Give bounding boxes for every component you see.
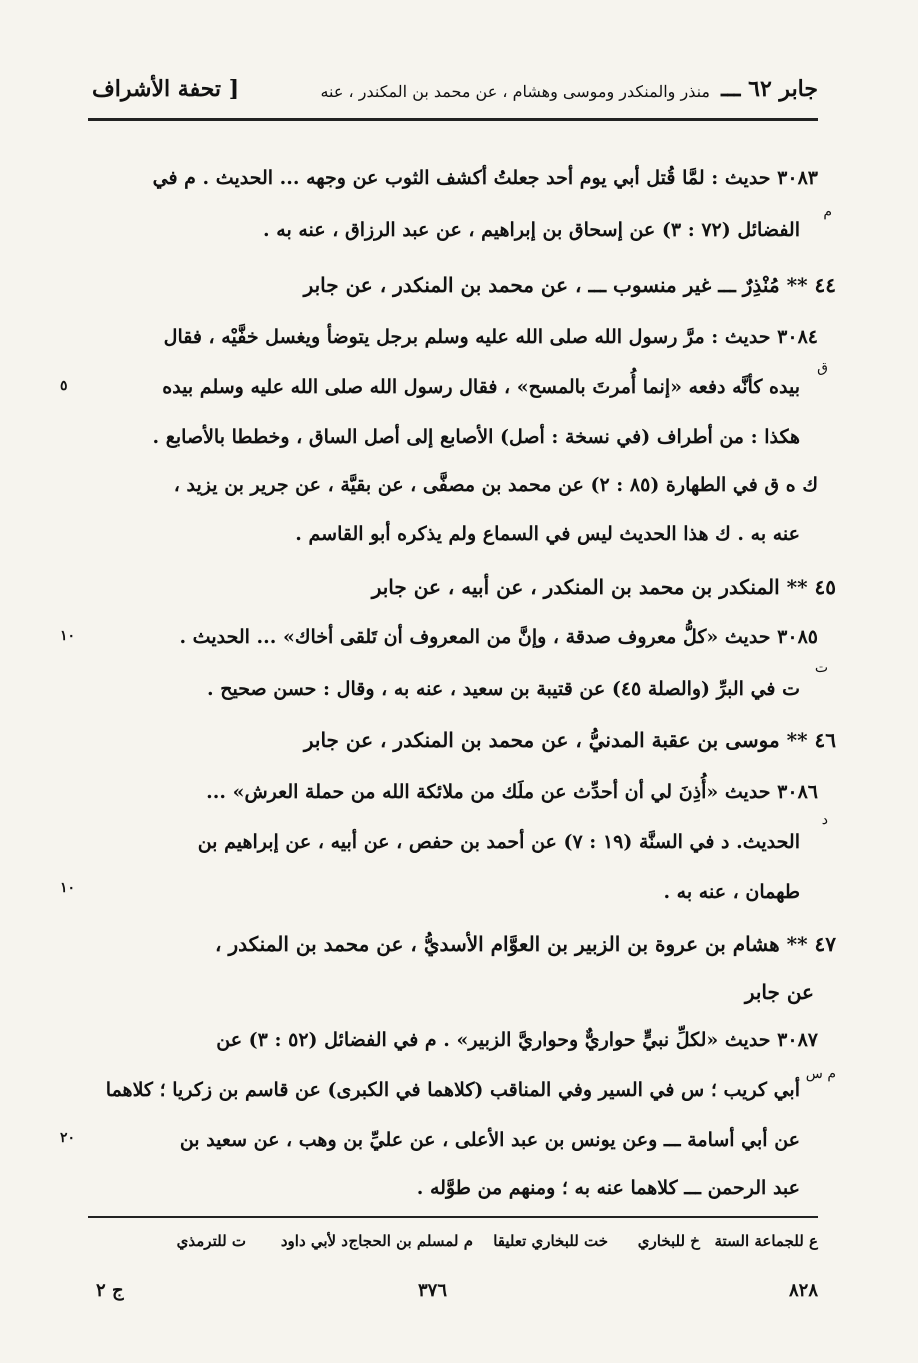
header-rule bbox=[88, 118, 818, 121]
hadith-3087-line-2: أبي كريب ؛ س في السير وفي المناقب (كلاهما في الكبرى) عن قاسم بن زكريا ؛ كلاهما bbox=[105, 1079, 800, 1101]
section-heading-44: ٤٤ ** مُنْذِرٌ ـــ غير منسوب ـــ ، عن محمد بن المنكدر ، عن جابر bbox=[303, 273, 836, 297]
hadith-3087-line-1: ٣٠٨٧ حديث «لكلِّ نبيٍّ حواريٌّ وحواريَّ الزبير» . م في الفضائل (٥٢ : ٣) عن bbox=[216, 1029, 818, 1051]
hadith-3084-line-4: ك ه ق في الطهارة (٨٥ : ٢) عن محمد بن مصفَّى ، عن بقيَّة ، عن جرير بن يزيد ، bbox=[173, 474, 818, 496]
hadith-3086-line-2: الحديث. د في السنَّة (١٩ : ٧) عن أحمد بن حفص ، عن أبيه ، عن إبراهيم بن bbox=[197, 831, 800, 853]
margin-siglum: د bbox=[821, 812, 828, 828]
hadith-3084-line-3: هكذا : من أطراف (في نسخة : أصل) الأصابع إلى أصل الساق ، وخططا بالأصابع . bbox=[152, 426, 800, 448]
sigla-key-item: ت للترمذي bbox=[176, 1232, 246, 1250]
line-number: ٢٠ bbox=[60, 1130, 76, 1146]
sigla-key-item: د لأبي داود bbox=[280, 1232, 348, 1250]
header-book-title: [ تحفة الأشراف bbox=[92, 76, 240, 102]
hadith-3083-line-2: الفضائل (٧٢ : ٣) عن إسحاق بن إبراهيم ، عن عبد الرزاق ، عنه به . bbox=[263, 219, 800, 241]
header-chapter: جابر ٦٢ ـــ bbox=[721, 76, 818, 102]
margin-siglum: م س bbox=[805, 1066, 836, 1082]
running-header bbox=[92, 76, 818, 110]
line-number: ١٠ bbox=[60, 628, 76, 644]
hadith-3084-line-2: بيده كأنَّه دفعه «إنما أُمرتَ بالمسح» ، فقال رسول الله صلى الله عليه وسلم بيده bbox=[162, 376, 800, 398]
section-heading-47-cont: عن جابر bbox=[744, 980, 814, 1004]
sigla-key bbox=[88, 1232, 818, 1256]
header-subtitle: منذر والمنكدر وموسى وهشام ، عن محمد بن المكندر ، عنه bbox=[320, 82, 710, 101]
footer-rule bbox=[88, 1216, 818, 1218]
sigla-key-item: خ للبخاري bbox=[637, 1232, 700, 1250]
hadith-3087-line-3: عن أبي أسامة ـــ وعن يونس بن عبد الأعلى ، عن عليِّ بن وهب ، عن سعيد بن bbox=[179, 1129, 800, 1151]
section-heading-45: ٤٥ ** المنكدر بن محمد بن المنكدر ، عن أبيه ، عن جابر bbox=[371, 575, 836, 599]
margin-siglum: ت bbox=[814, 660, 828, 676]
sigla-key-item: م لمسلم بن الحجاج bbox=[348, 1232, 473, 1250]
inner-page-number: ٣٧٦ bbox=[418, 1280, 448, 1301]
hadith-3086-line-1: ٣٠٨٦ حديث «أُذِنَ لي أن أحدِّث عن ملَك من ملائكة الله من حملة العرش» ... bbox=[206, 781, 818, 803]
sigla-key-item: ع للجماعة الستة bbox=[714, 1232, 818, 1250]
margin-siglum: م bbox=[823, 204, 832, 220]
hadith-3084-line-5: عنه به . ك هذا الحديث ليس في السماع ولم يذكره أبو القاسم . bbox=[295, 523, 800, 545]
hadith-3084-line-1: ٣٠٨٤ حديث : مرَّ رسول الله صلى الله عليه وسلم برجل يتوضأ ويغسل خفَّيْه ، فقال bbox=[163, 326, 818, 348]
outer-page-number: ٨٢٨ bbox=[788, 1280, 818, 1301]
section-heading-46: ٤٦ ** موسى بن عقبة المدنيُّ ، عن محمد بن المنكدر ، عن جابر bbox=[303, 728, 836, 752]
line-number: ٥ bbox=[60, 378, 68, 394]
hadith-3087-line-4: عبد الرحمن ـــ كلاهما عنه به ؛ ومنهم من طوَّله . bbox=[416, 1177, 800, 1199]
volume-number: ج ٢ bbox=[96, 1280, 124, 1301]
line-number: ١٠ bbox=[60, 880, 76, 896]
sigla-key-item: خت للبخاري تعليقا bbox=[493, 1232, 608, 1250]
section-heading-47: ٤٧ ** هشام بن عروة بن الزبير بن العوَّام الأسديُّ ، عن محمد بن المنكدر ، bbox=[215, 932, 836, 956]
hadith-3085-line-1: ٣٠٨٥ حديث «كلُّ معروف صدقة ، وإنَّ من المعروف أن تَلقى أخاك» ... الحديث . bbox=[179, 626, 818, 648]
hadith-3083-line-1: ٣٠٨٣ حديث : لمَّا قُتل أبي يوم أحد جعلتُ أكشف الثوب عن وجهه ... الحديث . م في bbox=[152, 167, 818, 189]
hadith-3086-line-3: طهمان ، عنه به . bbox=[663, 881, 800, 903]
hadith-3085-line-2: ت في البرِّ (والصلة ٤٥) عن قتيبة بن سعيد ، عنه به ، وقال : حسن صحيح . bbox=[207, 678, 800, 700]
margin-siglum: ق bbox=[817, 360, 828, 376]
